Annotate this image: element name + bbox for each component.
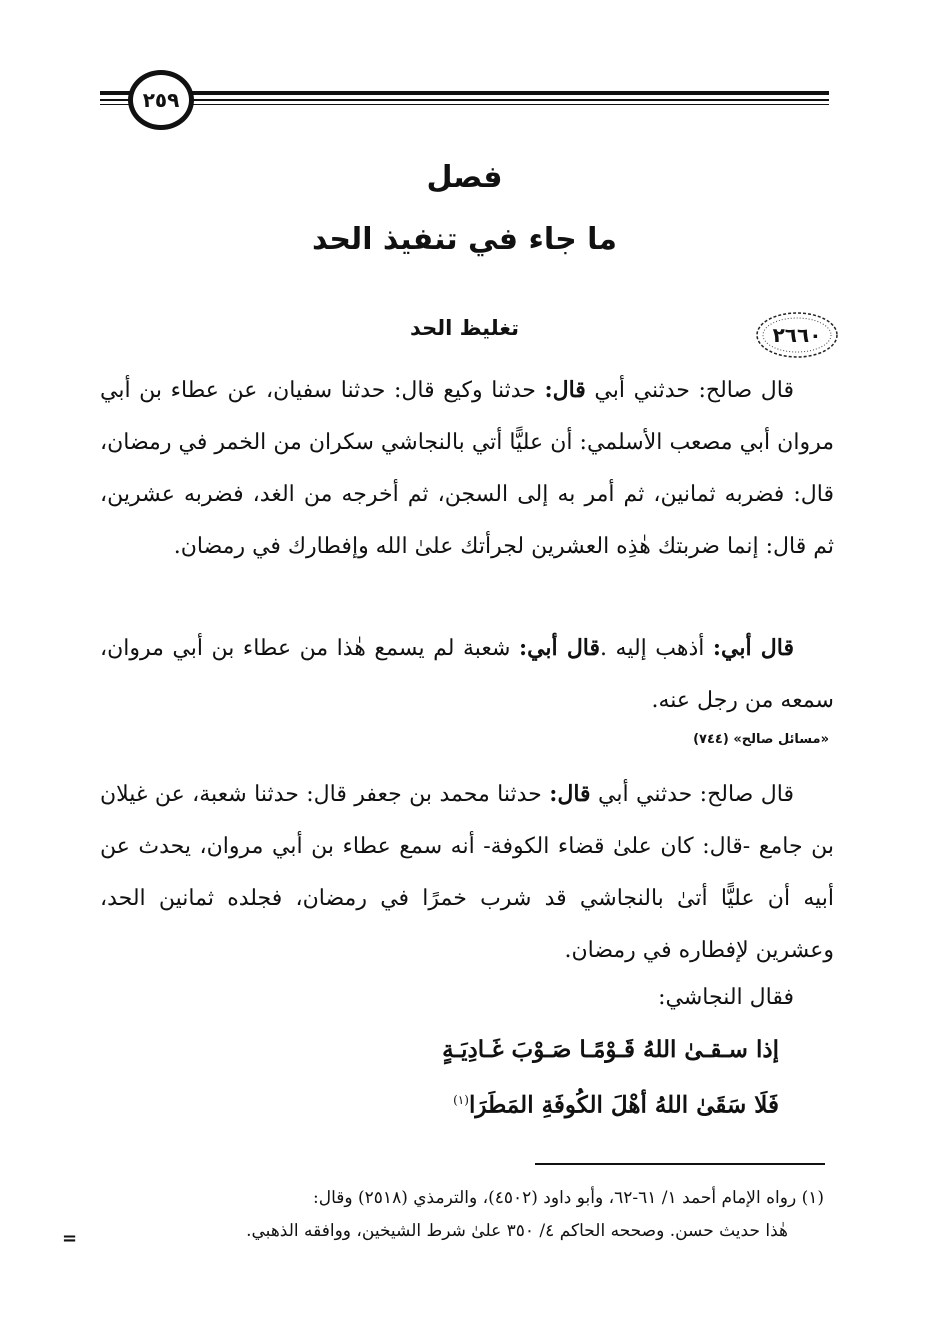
paragraph-4: فقال النجاشي:: [658, 985, 794, 1010]
page-number: ٢٥٩: [128, 70, 194, 130]
section-title: تغليظ الحد: [409, 316, 520, 340]
poem-line-1: إذا سـقـىٰ اللهُ قَـوْمًـا صَـوْبَ غَـادِيَـةٍ: [442, 1036, 779, 1063]
poem-line-2: فَلَا سَقَىٰ اللهُ أهْلَ الكُوفَةِ المَطَرَا$^{(١)}$: [453, 1091, 779, 1119]
source-citation: «مسائل صالح» (٧٤٤): [693, 732, 829, 747]
footnote-continued-mark: =: [62, 1228, 78, 1249]
paragraph-1: قال صالح: حدثني أبي قال: حدثنا وكيع قال: حدثنا سفيان، عن عطاء بن أبي مروان أبي مصعب الأسلمي: أن عليًّا أتي بالنجاشي سكران من الخمر في رمضان، قال: فضربه ثمانين، ثم أمر به إلى السجن، ثم أخرجه من الغد، فضربه عشرين، ثم قال: إنما ضربتك هٰذِه العشرين لجرأتك علىٰ الله وإفطارك في رمضان.: [100, 377, 834, 559]
footnote-marker: (١): [453, 1093, 469, 1107]
footnote: (١) رواه الإمام أحمد ١/ ٦١-٦٢، وأبو داود (٤٥٠٢)، والترمذي (٢٥١٨) وقال: هٰذا حديث حسن. وصححه الحاكم ٤/ ٣٥٠ علىٰ شرط الشيخين، ووافقه الذهبي.: [246, 1188, 824, 1241]
paragraph-3: قال صالح: حدثني أبي قال: حدثنا محمد بن جعفر قال: حدثنا شعبة، عن غيلان بن جامع -قال: كان علىٰ قضاء الكوفة- أنه سمع عطاء بن أبي مروان، يحدث عن أبيه أن عليًّا أتىٰ بالنجاشي قد شرب خمرًا في رمضان، فجلده ثمانين الحد، وعشرين لإفطاره في رمضان.: [100, 781, 834, 963]
footnote-rule: [535, 1163, 825, 1165]
paragraph-2: قال أبي: أذهب إليه .قال أبي: شعبة لم يسمع هٰذا من عطاء بن أبي مروان، سمعه من رجل عنه.: [100, 635, 834, 713]
section-number: ٢٦٦٠: [772, 323, 822, 347]
chapter-title: فصل: [426, 160, 503, 195]
chapter-subtitle: ما جاء في تنفيذ الحد: [311, 222, 617, 257]
